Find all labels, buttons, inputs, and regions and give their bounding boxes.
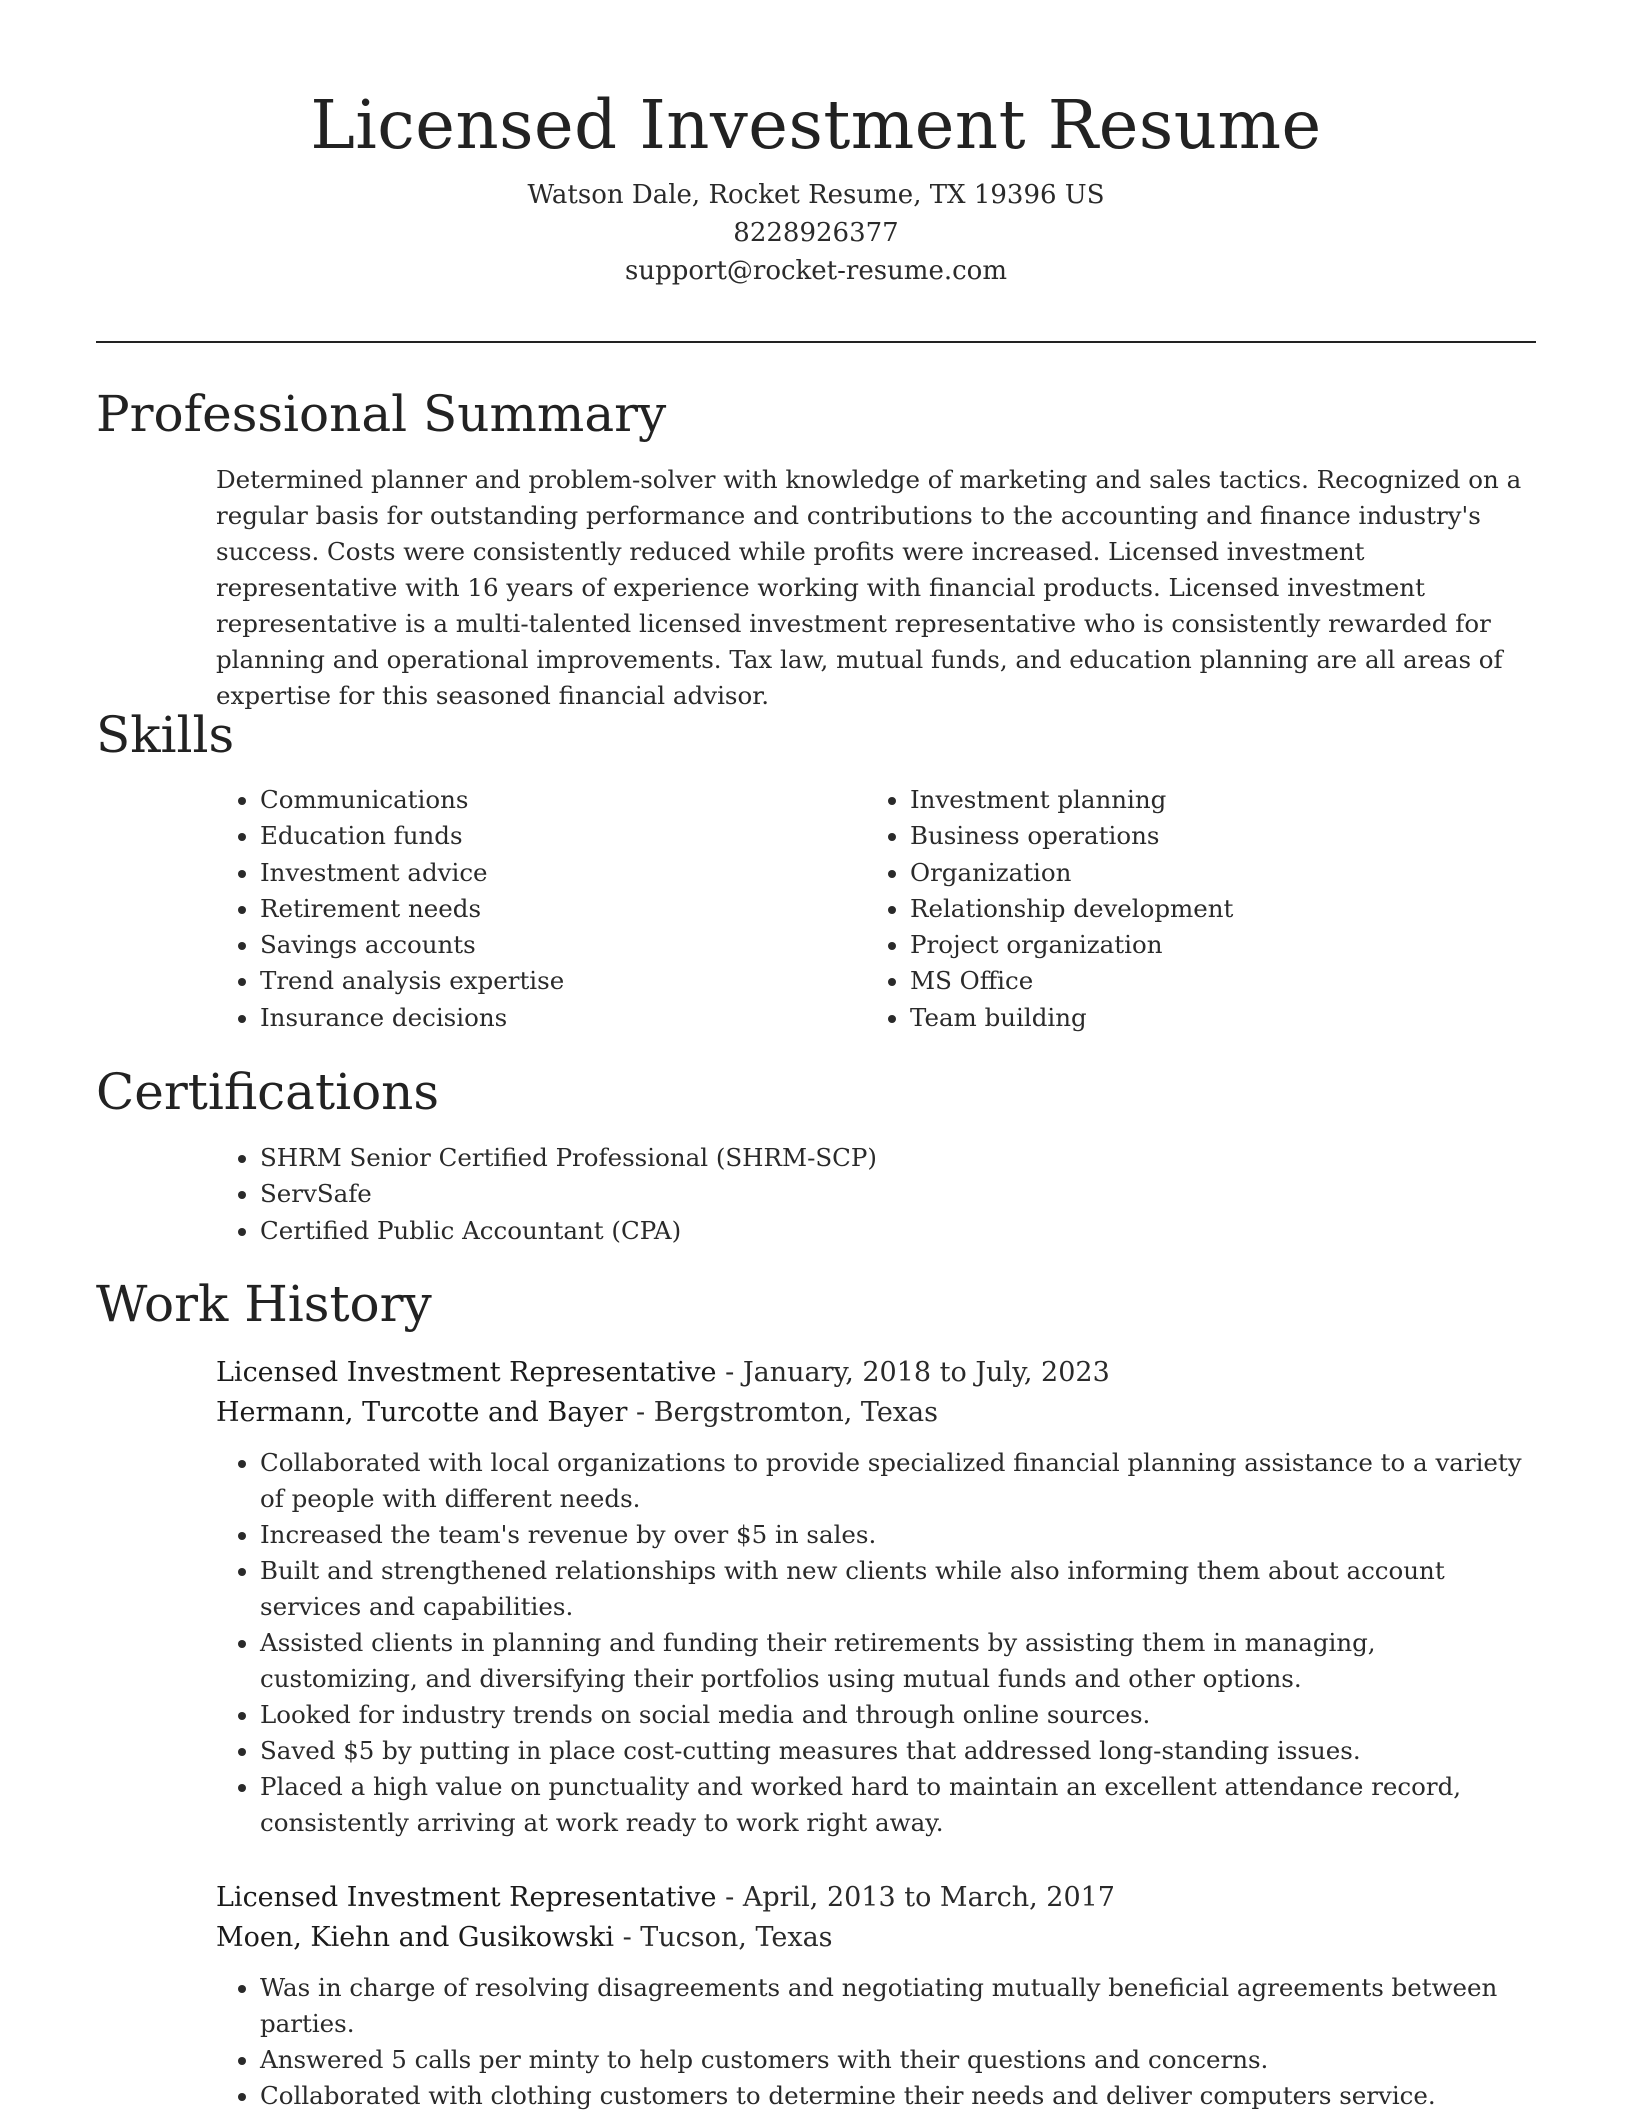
job-bullet: • Built and strengthened relationships with new clients while also informing them about account services and capabilities. bbox=[260, 1553, 1536, 1625]
job-bullets bbox=[216, 1970, 1536, 2114]
certification-item: • SHRM Senior Certified Professional (SHRM-SCP) bbox=[260, 1140, 1516, 1176]
header-divider bbox=[96, 341, 1536, 343]
separator: - bbox=[725, 1882, 743, 1913]
job-bullet: • Was in charge of resolving disagreements and negotiating mutually beneficial agreements between parties. bbox=[260, 1970, 1536, 2042]
skill-item: • Communications bbox=[260, 782, 856, 818]
job-location: Tucson, Texas bbox=[640, 1922, 833, 1953]
certifications-list bbox=[216, 1140, 1516, 1249]
skill-item: • Trend analysis expertise bbox=[260, 963, 856, 999]
job-title-line bbox=[216, 1878, 1536, 1918]
job-entry bbox=[216, 1353, 1536, 1841]
contact-email: support@rocket-resume.com bbox=[624, 256, 1007, 286]
job-bullets bbox=[216, 1445, 1536, 1841]
certifications-heading: Certifications bbox=[96, 1063, 440, 1121]
job-dates: April, 2013 to March, 2017 bbox=[742, 1882, 1115, 1913]
separator: - bbox=[725, 1357, 743, 1388]
skill-item: • Insurance decisions bbox=[260, 1000, 856, 1036]
contact-address: Watson Dale, Rocket Resume, TX 19396 US bbox=[527, 180, 1105, 210]
skills-heading: Skills bbox=[96, 706, 235, 764]
summary-text: Determined planner and problem-solver with knowledge of marketing and sales tactics. Recognized on a regular basis for outstanding performance and contributions to the accounting and finance industry's success. Costs were consistently reduced while profits were increased. Licensed investment representative with 16 years of experience working with financial products. Licensed investment representative is a multi-talented licensed investment representative who is consistently rewarded for planning and operational improvements. Tax law, mutual funds, and education planning are all areas of expertise for this seasoned financial advisor. bbox=[216, 465, 1522, 710]
job-bullet: • Collaborated with local organizations to provide specialized financial planning assistance to a variety of people with different needs. bbox=[260, 1445, 1536, 1517]
skill-item: • MS Office bbox=[910, 963, 1506, 999]
skill-item: • Investment advice bbox=[260, 855, 856, 891]
skills-right-list bbox=[866, 782, 1506, 1036]
job-bullet: • Looked for industry trends on social media and through online sources. bbox=[260, 1697, 1536, 1733]
certification-item: • ServSafe bbox=[260, 1176, 1516, 1212]
skill-item: • Business operations bbox=[910, 818, 1506, 854]
skill-item: • Relationship development bbox=[910, 891, 1506, 927]
contact-phone: 8228926377 bbox=[733, 218, 899, 248]
job-bullet: • Answered 5 calls per minty to help customers with their questions and concerns. bbox=[260, 2042, 1536, 2078]
work-history-heading: Work History bbox=[96, 1275, 432, 1333]
resume-title: Licensed Investment Resume bbox=[310, 86, 1322, 164]
skill-item: • Investment planning bbox=[910, 782, 1506, 818]
skill-item: • Team building bbox=[910, 1000, 1506, 1036]
skill-item: • Retirement needs bbox=[260, 891, 856, 927]
skill-item: • Savings accounts bbox=[260, 927, 856, 963]
skills-left-list bbox=[216, 782, 856, 1036]
job-title: Licensed Investment Representative bbox=[216, 1882, 717, 1913]
job-company-line bbox=[216, 1918, 1536, 1958]
resume-header bbox=[96, 82, 1536, 290]
contact-block bbox=[96, 176, 1536, 290]
job-title-line bbox=[216, 1353, 1536, 1393]
job-bullet: • Saved $5 by putting in place cost-cutting measures that addressed long-standing issues. bbox=[260, 1733, 1536, 1769]
job-dates: January, 2018 to July, 2023 bbox=[742, 1357, 1110, 1388]
skills-right-column bbox=[866, 782, 1506, 1036]
job-bullet: • Collaborated with clothing customers to determine their needs and deliver computers service. bbox=[260, 2078, 1536, 2114]
certifications-block bbox=[216, 1140, 1516, 1249]
job-bullet: • Increased the team's revenue by over $5 in sales. bbox=[260, 1517, 1536, 1553]
job-title: Licensed Investment Representative bbox=[216, 1357, 717, 1388]
skill-item: • Organization bbox=[910, 855, 1506, 891]
separator: - bbox=[622, 1922, 641, 1953]
skills-left-column bbox=[216, 782, 856, 1036]
job-company: Hermann, Turcotte and Bayer bbox=[216, 1397, 628, 1428]
certification-item: • Certified Public Accountant (CPA) bbox=[260, 1213, 1516, 1249]
summary-heading: Professional Summary bbox=[96, 385, 667, 443]
skill-item: • Education funds bbox=[260, 818, 856, 854]
skill-item: • Project organization bbox=[910, 927, 1506, 963]
job-bullet: • Placed a high value on punctuality and worked hard to maintain an excellent attendance record, consistently arriving at work ready to work right away. bbox=[260, 1769, 1536, 1841]
job-bullet: • Assisted clients in planning and funding their retirements by assisting them in managing, customizing, and diversifying their portfolios using mutual funds and other options. bbox=[260, 1625, 1536, 1697]
job-company: Moen, Kiehn and Gusikowski bbox=[216, 1922, 614, 1953]
job-company-line bbox=[216, 1393, 1536, 1433]
job-location: Bergstromton, Texas bbox=[653, 1397, 938, 1428]
separator: - bbox=[636, 1397, 654, 1428]
job-entry bbox=[216, 1878, 1536, 2114]
